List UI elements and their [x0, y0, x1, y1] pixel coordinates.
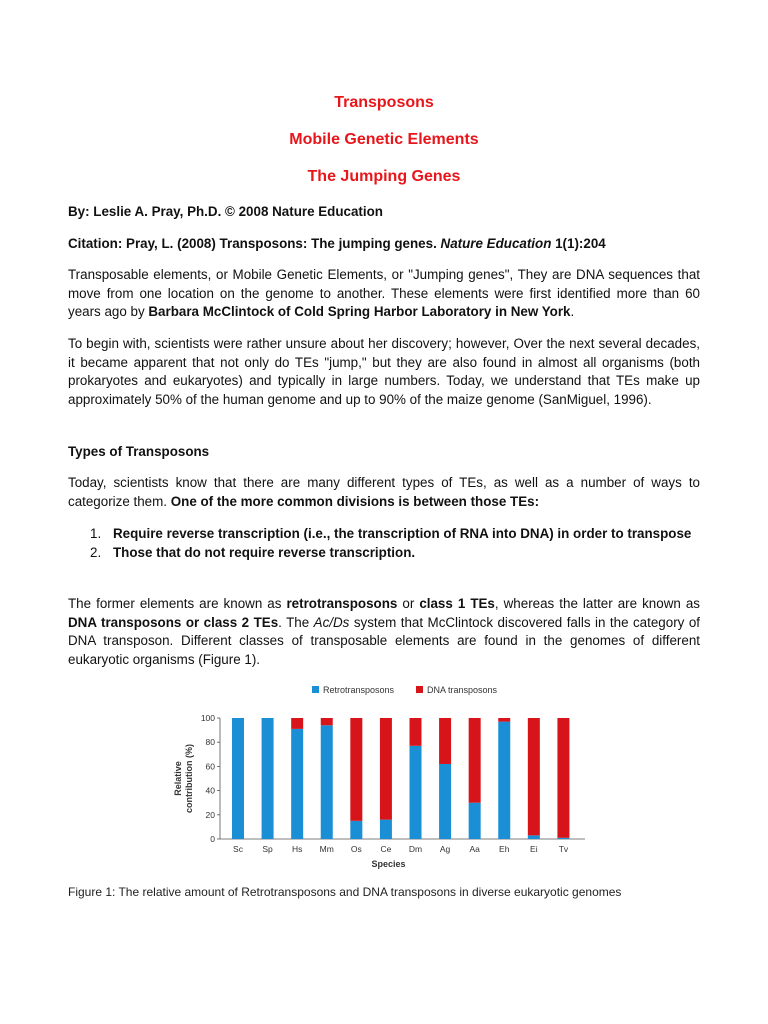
legend-swatch	[312, 686, 319, 693]
x-tick-label: Sc	[233, 844, 243, 854]
x-tick-label: Sp	[262, 844, 273, 854]
y-tick-label: 20	[205, 809, 215, 820]
x-tick-label: Hs	[291, 844, 303, 854]
x-tick-label: Dm	[408, 844, 423, 854]
x-tick-label: Mm	[319, 844, 334, 854]
bar-dna-transposons	[469, 718, 481, 803]
list-item: 1. Require reverse transcription (i.e., the transcription of RNA into DNA) in order to transpose	[90, 526, 692, 541]
bar-retrotransposons	[262, 718, 274, 839]
bar-retrotransposons	[350, 821, 362, 839]
list-item: 2. Those that do not require reverse transcription.	[90, 544, 416, 560]
bar-retrotransposons	[498, 722, 510, 839]
types-list	[88, 525, 700, 562]
bar-retrotransposons	[232, 718, 244, 839]
legend-label: Retrotransposons	[323, 685, 395, 695]
x-tick-label: Eh	[499, 844, 510, 854]
page-title: Transposons	[334, 94, 434, 111]
section-heading: Types of Transposons	[68, 444, 210, 459]
x-tick-label: Aa	[469, 844, 480, 854]
figure-chart	[160, 676, 620, 876]
bar-retrotransposons	[557, 838, 569, 839]
bar-dna-transposons	[350, 718, 362, 821]
paragraph-intro: Transposable elements, or Mobile Genetic Elements, or "Jumping genes", They are DNA sequences that move from one location on the genome to another. These elements were first identified more than 60 years ago by Barbara McClintock of Cold Spring Harbor Laboratory in New York.	[68, 267, 700, 320]
y-tick-label: 60	[205, 761, 215, 772]
legend-label: DNA transposons	[427, 685, 498, 695]
citation: Citation: Pray, L. (2008) Transposons: The jumping genes. Nature Education 1(1):204	[68, 236, 606, 251]
bar-retrotransposons	[380, 820, 392, 839]
paragraph-classes: The former elements are known as retrotransposons or class 1 TEs, whereas the latter are known as DNA transposons or class 2 TEs. The Ac/Ds system that McClintock discovered falls in the category of DNA transposon. Different classes of transposable elements are found in the genomes of different eukaryotic organisms (Figure 1).	[68, 596, 700, 667]
y-axis-label: Relative	[173, 761, 183, 796]
stacked-bar-chart	[160, 676, 620, 876]
x-tick-label: Ce	[380, 844, 392, 854]
y-tick-label: 40	[205, 785, 215, 796]
bar-dna-transposons	[291, 718, 303, 729]
x-tick-label: Os	[350, 844, 362, 854]
page-subtitle-2: The Jumping Genes	[307, 168, 461, 185]
x-tick-label: Tv	[558, 844, 569, 854]
bar-dna-transposons	[528, 718, 540, 835]
x-axis-label: Species	[371, 859, 406, 869]
bar-dna-transposons	[498, 718, 510, 722]
y-axis-label-line2: contribution (%)	[184, 744, 194, 813]
bar-retrotransposons	[439, 764, 451, 839]
bar-retrotransposons	[291, 729, 303, 839]
legend-swatch	[416, 686, 423, 693]
y-tick-label: 100	[200, 713, 215, 723]
bar-dna-transposons	[380, 718, 392, 820]
x-tick-label: Ei	[530, 844, 538, 854]
bar-retrotransposons	[410, 746, 422, 839]
paragraph-discovery: To begin with, scientists were rather unsure about her discovery; however, Over the next several decades, it became apparent that not only do TEs "jump," but they are also found in almost all organisms (both prokaryotes and eukaryotes) and typically in large numbers. Today, we understand that TEs make up approximately 50% of the human genome and up to 90% of the maize genome (SanMiguel, 1996).	[68, 336, 700, 407]
bar-retrotransposons	[528, 835, 540, 839]
bar-retrotransposons	[321, 725, 333, 839]
bar-dna-transposons	[410, 718, 422, 746]
y-tick-label: 80	[205, 737, 215, 748]
figure-caption: Figure 1: The relative amount of Retrotransposons and DNA transposons in diverse eukaryotic genomes	[68, 885, 622, 899]
bar-dna-transposons	[321, 718, 333, 725]
bar-retrotransposons	[469, 803, 481, 839]
bar-dna-transposons	[439, 718, 451, 764]
bar-dna-transposons	[557, 718, 569, 838]
paragraph-types: Today, scientists know that there are many different types of TEs, as well as a number of ways to categorize them. One of the more common divisions is between those TEs:	[68, 475, 700, 509]
y-tick-label: 0	[210, 834, 215, 844]
page-subtitle: Mobile Genetic Elements	[289, 131, 479, 148]
byline: By: Leslie A. Pray, Ph.D. © 2008 Nature Education	[68, 204, 383, 219]
x-tick-label: Ag	[439, 844, 451, 854]
